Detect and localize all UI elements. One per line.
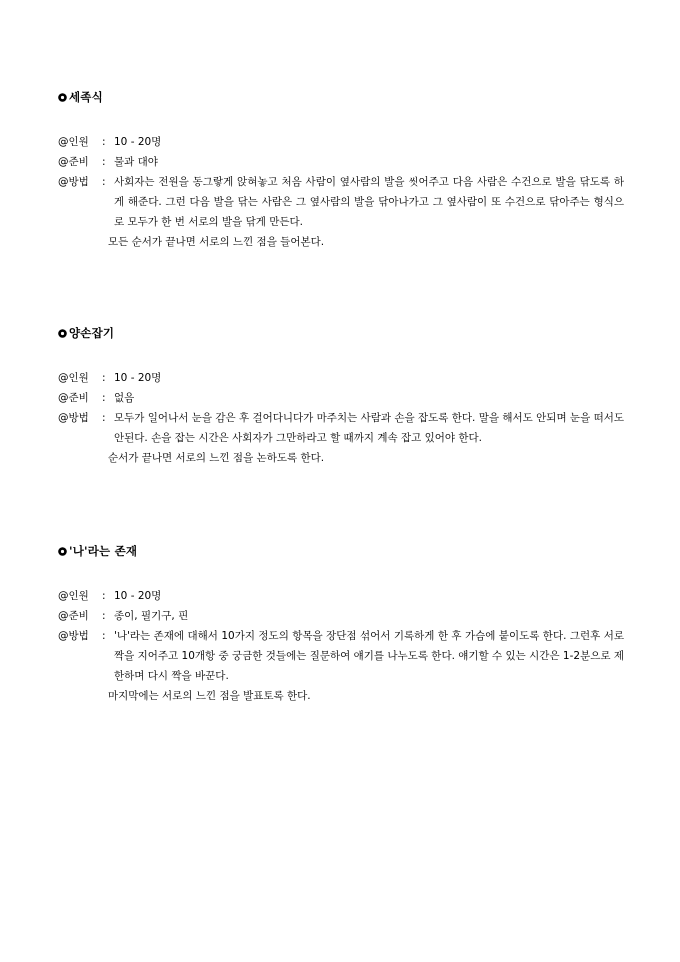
method-summary: 순서가 끝나면 서로의 느낀 점을 논하도록 한다.: [108, 452, 325, 464]
info-row-preparation: [58, 388, 624, 408]
row-separator: :: [102, 412, 106, 424]
info-row-method: [58, 172, 624, 252]
circled-bullet-icon: [58, 329, 67, 338]
info-row-preparation: [58, 606, 624, 626]
row-label: @준비: [58, 156, 89, 168]
row-label: @인원: [58, 372, 89, 384]
row-separator: :: [102, 136, 106, 148]
row-separator: :: [102, 610, 106, 622]
row-separator: :: [102, 176, 106, 188]
row-separator: :: [102, 630, 106, 642]
row-label: @방법: [58, 176, 89, 188]
method-summary: 모든 순서가 끝나면 서로의 느낀 점을 들어본다.: [108, 236, 325, 248]
section-heading: [58, 542, 624, 560]
section-title: '나'라는 존재: [69, 544, 138, 558]
row-separator: :: [102, 372, 106, 384]
section-title: 양손잡기: [69, 326, 115, 340]
info-row-people: [58, 368, 624, 388]
row-value: 10 - 20명: [114, 590, 162, 602]
info-row-preparation: [58, 152, 624, 172]
row-label: @방법: [58, 412, 89, 424]
info-row-method: [58, 626, 624, 706]
row-value: 종이, 필기구, 핀: [114, 610, 189, 622]
row-separator: :: [102, 392, 106, 404]
row-value: 물과 대야: [114, 156, 158, 168]
method-text: 사회자는 전원을 동그랗게 앉혀놓고 처음 사람이 옆사람의 발을 씻어주고 다음 사람은 수건으로 발을 닦도록 하게 해준다. 그런 다음 발을 닦는 사람은 그 옆사람의 발을 닦아나가고 그 옆사람이 또 수건으로 닦아주는 형식으로 모두가 한 번 서로의 발을 닦게 만든다.: [114, 176, 624, 228]
row-label: @인원: [58, 590, 89, 602]
row-label: @인원: [58, 136, 89, 148]
row-label: @준비: [58, 392, 89, 404]
section-heading: [58, 324, 624, 342]
method-text: 모두가 일어나서 눈을 감은 후 걸어다니다가 마주치는 사람과 손을 잡도록 한다. 말을 해서도 안되며 눈을 떠서도 안된다. 손을 잡는 시간은 사회자가 그만하라고 할 때까지 계속 잡고 있어야 한다.: [114, 412, 624, 444]
row-label: @준비: [58, 610, 89, 622]
row-separator: :: [102, 590, 106, 602]
circled-bullet-icon: [58, 93, 67, 102]
row-label: @방법: [58, 630, 89, 642]
circled-bullet-icon: [58, 547, 67, 556]
row-value: 10 - 20명: [114, 372, 162, 384]
row-value: 10 - 20명: [114, 136, 162, 148]
info-row-people: [58, 586, 624, 606]
section-being-me: [58, 542, 624, 702]
row-separator: :: [102, 156, 106, 168]
section-hand-holding: [58, 324, 624, 464]
method-text: '나'라는 존재에 대해서 10가지 정도의 항목을 장단점 섞어서 기록하게 한 후 가슴에 붙이도록 한다. 그런후 서로 짝을 지어주고 10개항 중 궁금한 것들에는 질문하여 얘기를 나누도록 한다. 얘기할 수 있는 시간은 1-2분으로 제한하며 다시 짝을 바꾼다.: [114, 630, 624, 682]
section-title: 세족식: [69, 90, 103, 104]
section-foot-washing: [58, 88, 624, 248]
info-row-people: [58, 132, 624, 152]
method-summary: 마지막에는 서로의 느낀 점을 발표토록 한다.: [108, 690, 311, 702]
info-row-method: [58, 408, 624, 468]
row-value: 없음: [114, 392, 135, 404]
section-heading: [58, 88, 624, 106]
